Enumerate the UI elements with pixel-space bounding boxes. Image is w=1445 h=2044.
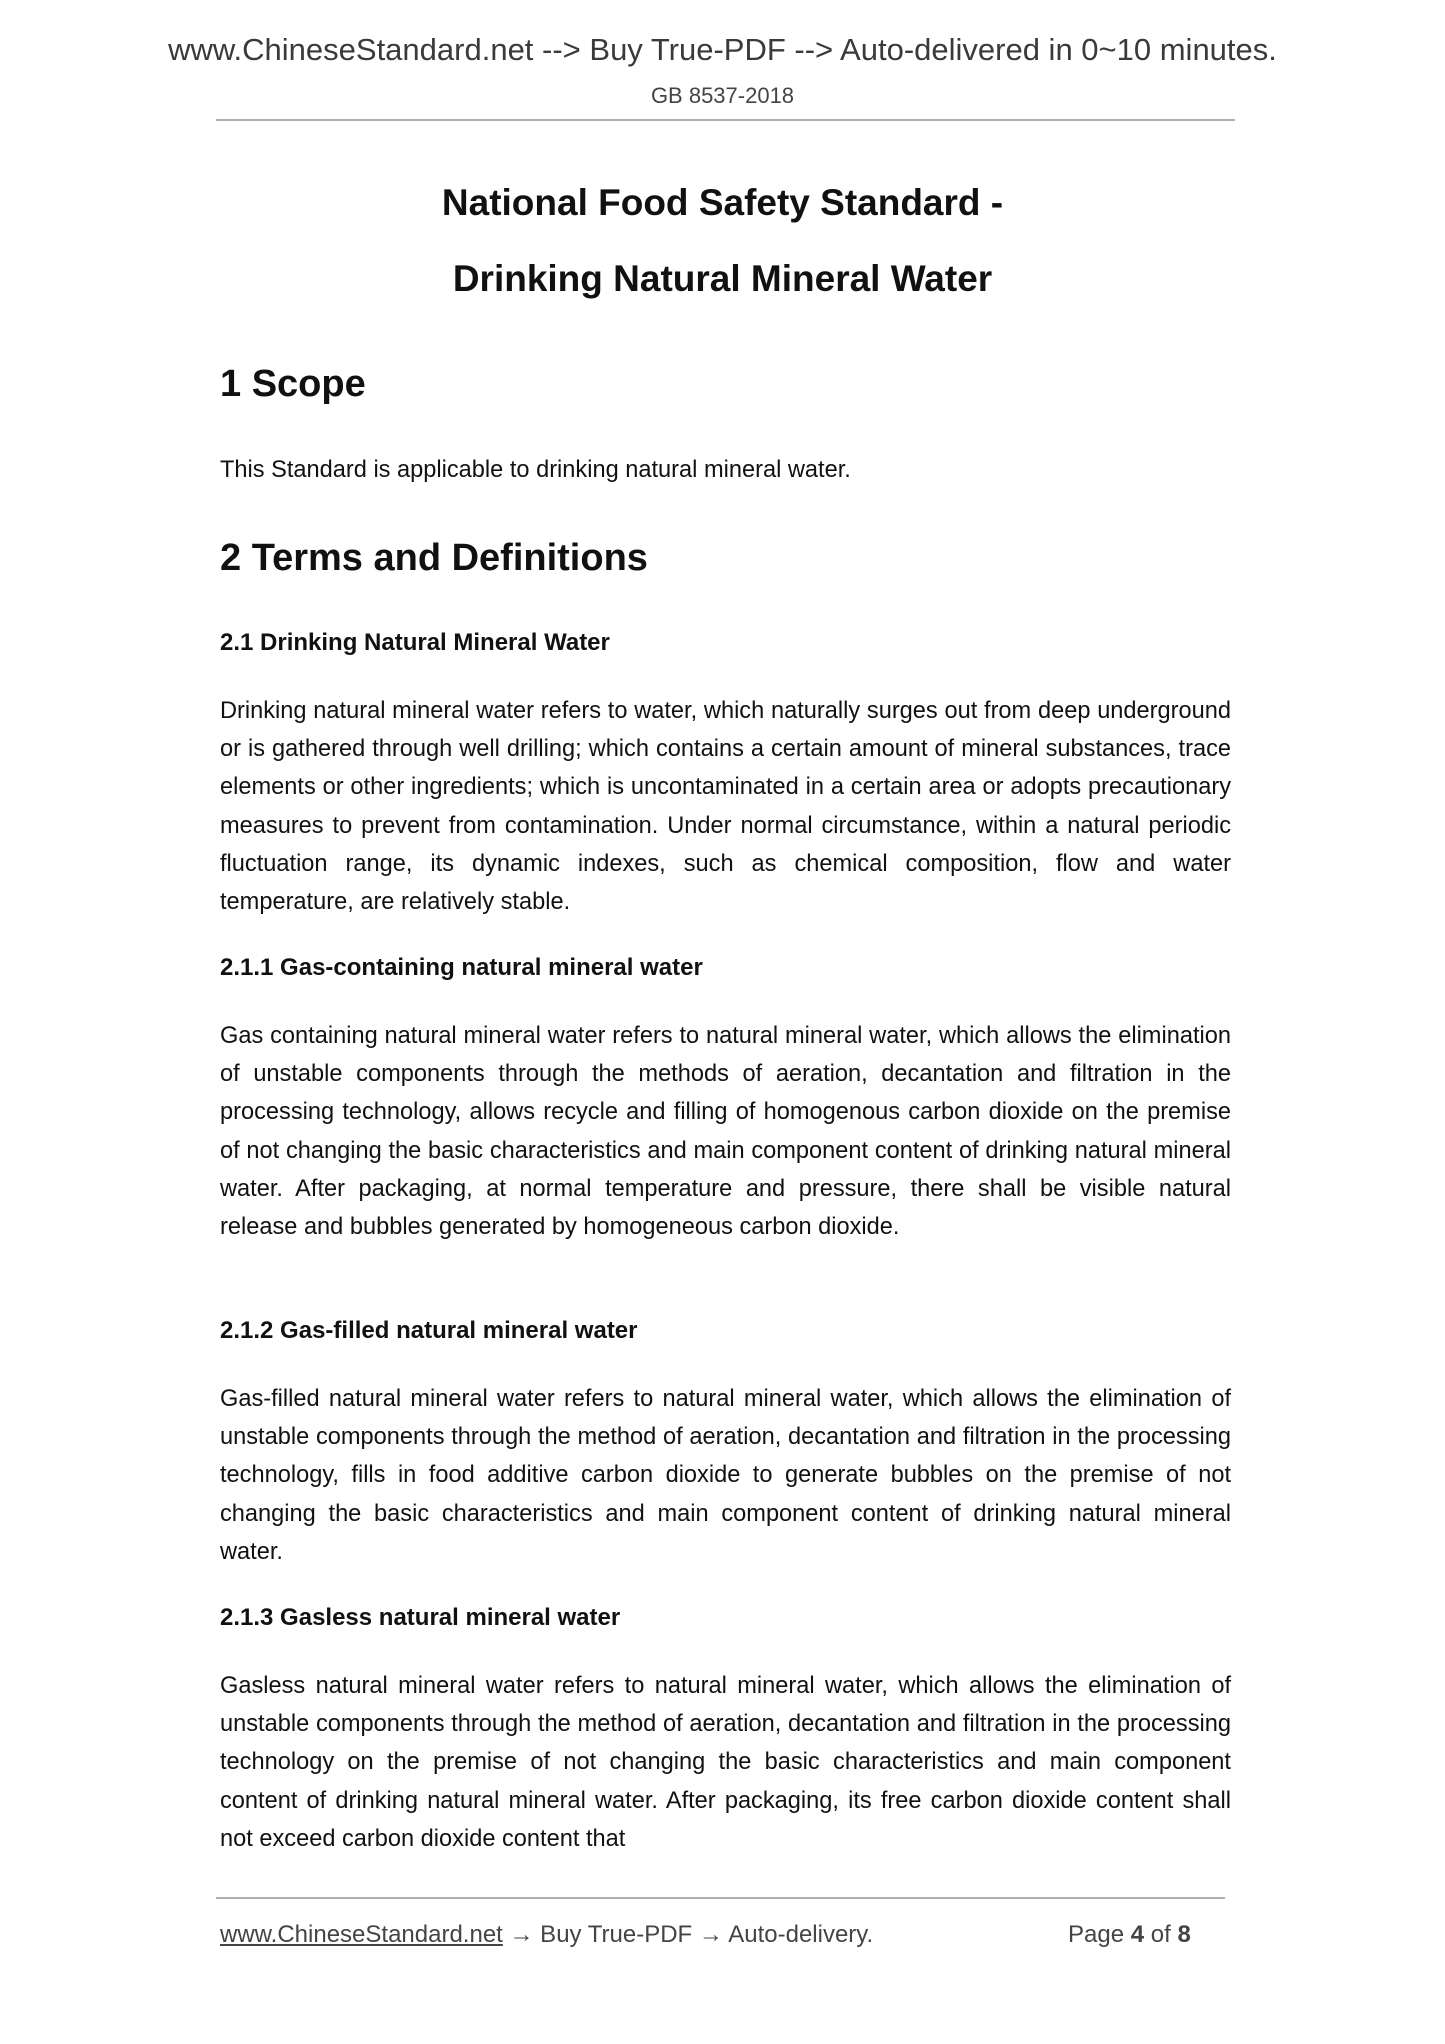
paragraph-2-1-3: Gasless natural mineral water refers to natural mineral water, which allows the elimination of unstable components through the method of aeration, decantation and filtration in the processing technology on the premise of not changing the basic characteristics and main component content of drinking natural mineral water. After packaging, its free carbon dioxide content shall not exceed carbon dioxide content that — [220, 1673, 1231, 1852]
page-indicator — [1068, 1917, 1191, 1953]
paragraph-2-1-2: Gas-filled natural mineral water refers to natural mineral water, which allows the elimination of unstable components through the method of aeration, decantation and filtration in the processing technology, fills in food additive carbon dioxide to generate bubbles on the premise of not changing the basic characteristics and main component content of drinking natural mineral water. — [220, 1386, 1231, 1565]
document-code: GB 8537-2018 — [650, 83, 795, 108]
page-number: 4 — [1130, 1921, 1145, 1948]
section-heading-terms: 2 Terms and Definitions — [220, 537, 648, 579]
document-title-line1: National Food Safety Standard - — [441, 182, 1004, 223]
page-total: 8 — [1177, 1921, 1191, 1948]
document-title-line2: Drinking Natural Mineral Water — [452, 258, 993, 299]
page-label: Page — [1068, 1921, 1125, 1948]
header-banner: www.ChineseStandard.net --> Buy True-PDF --> Auto-delivered in 0~10 minutes. — [168, 32, 1277, 67]
footer-text — [220, 1917, 873, 1953]
section-heading-scope: 1 Scope — [220, 363, 366, 405]
scope-paragraph: This Standard is applicable to drinking natural mineral water. — [220, 457, 851, 483]
paragraph-2-1-1: Gas containing natural mineral water refers to natural mineral water, which allows the elimination of unstable components through the methods of aeration, decantation and filtration in the processing technology, allows recycle and filling of homogenous carbon dioxide on the premise of not changing the basic characteristics and main component content of drinking natural mineral water. After packaging, at normal temperature and pressure, there shall be visible natural release and bubbles generated by homogeneous carbon dioxide. — [220, 1023, 1231, 1241]
footer-tagline: → Buy True-PDF → Auto-delivery. — [502, 1921, 874, 1948]
footer-site-link[interactable]: www.ChineseStandard.net — [220, 1921, 503, 1948]
subsection-heading-2-1-1: 2.1.1 Gas-containing natural mineral water — [220, 954, 703, 981]
footer-divider — [216, 1897, 1225, 1899]
header-divider — [216, 119, 1235, 121]
of-label: of — [1150, 1921, 1171, 1948]
subsection-heading-2-1-2: 2.1.2 Gas-filled natural mineral water — [220, 1317, 638, 1344]
subsection-heading-2-1: 2.1 Drinking Natural Mineral Water — [220, 629, 610, 656]
subsection-heading-2-1-3: 2.1.3 Gasless natural mineral water — [220, 1604, 621, 1631]
paragraph-2-1: Drinking natural mineral water refers to water, which naturally surges out from deep underground or is gathered through well drilling; which contains a certain amount of mineral substances, trace elements or other ingredients; which is uncontaminated in a certain area or adopts precautionary measures to prevent from contamination. Under normal circumstance, within a natural periodic fluctuation range, its dynamic indexes, such as chemical composition, flow and water temperature, are relatively stable. — [220, 698, 1231, 916]
